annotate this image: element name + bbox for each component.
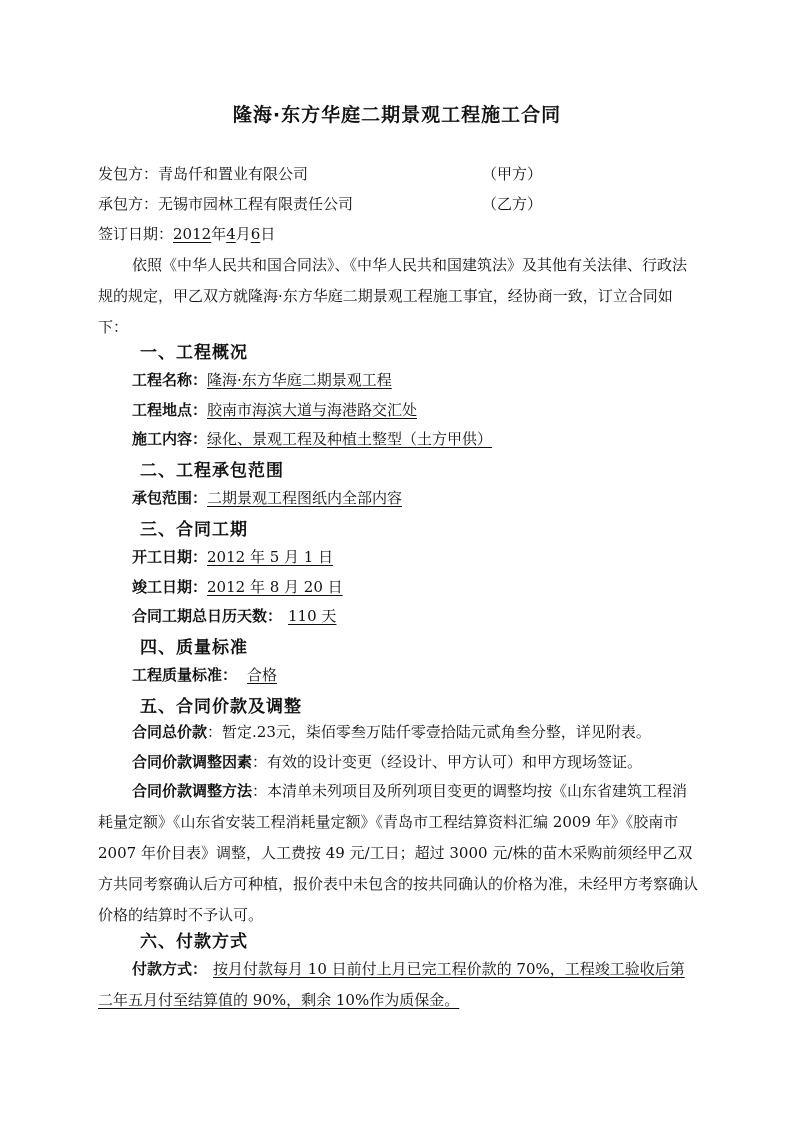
- total-price-label: 合同总价款: [132, 723, 208, 741]
- project-location-line: [132, 400, 417, 420]
- preamble-paragraph: 依照《中华人民共和国合同法》、《中华人民共和国建筑法》及其他有关法律、行政法规的规定，甲乙双方就隆海·东方华庭二期景观工程施工事宜，经协商一致，订立合同如下：: [98, 256, 688, 336]
- total-price-line: [132, 722, 651, 742]
- price-method-label: 合同价款调整方法: [132, 782, 253, 800]
- scope-label: 承包范围：: [132, 489, 208, 507]
- payment-paragraph: [98, 954, 698, 1016]
- total-price-value: ：暂定.23元，柒佰零叁万陆仟零壹拾陆元贰角叁分整，详见附表。: [207, 723, 651, 741]
- construction-content-line: [132, 429, 492, 449]
- employer-name: 青岛仟和置业有限公司: [158, 165, 309, 183]
- section-4-heading: 四、质量标准: [140, 638, 248, 658]
- section-3-heading: 三、合同工期: [140, 520, 248, 540]
- section-1-heading: 一、工程概况: [140, 343, 248, 363]
- employer-line: [98, 164, 308, 184]
- sign-date-label: 签订日期：: [98, 225, 174, 243]
- section-6-heading: 六、付款方式: [140, 932, 248, 952]
- document-title: 隆海·东方华庭二期景观工程施工合同: [232, 104, 562, 126]
- payment-value: 按月付款每月 10 日前付上月已完工程价款的 70%，工程竣工验收后第二年五月付至结算值的 90%，剩余 10%作为质保金。: [98, 960, 685, 1009]
- sign-date-month: 4: [226, 225, 236, 243]
- project-name-value: 隆海·东方华庭二期景观工程: [207, 371, 392, 389]
- sign-date-year: 2012: [173, 225, 212, 243]
- price-method-value: ：本清单未列项目及所列项目变更的调整均按《山东省建筑工程消耗量定额》《山东省安装工程消耗量定额》《青岛市工程结算资料汇编 2009 年》《胶南市 2007 年价目表》调整，人工费按 49 元/工日；超过 3000 元/株的苗木采购前须经甲乙双方共同考察确认后方可种植，报价表中未包含的按共同确认的价格为准，未经甲方考察确认价格的结算时不予认可。: [98, 782, 699, 924]
- project-name-line: [132, 370, 392, 390]
- construction-content-value: 绿化、景观工程及种植土整型（土方甲供）: [207, 430, 493, 448]
- sign-date-day-unit: 日: [260, 225, 276, 243]
- sign-date-year-unit: 年: [211, 225, 227, 243]
- project-location-label: 工程地点：: [132, 401, 208, 419]
- end-date-value: 2012 年 8 月 20 日: [207, 578, 343, 596]
- start-date-value: 2012 年 5 月 1 日: [207, 548, 334, 566]
- price-factor-label: 合同价款调整因素: [132, 753, 253, 771]
- project-name-label: 工程名称：: [132, 371, 208, 389]
- employer-role: （甲方）: [482, 165, 543, 183]
- section-5-heading: 五、合同价款及调整: [140, 697, 302, 717]
- start-date-line: [132, 547, 333, 567]
- contractor-line: [98, 194, 353, 214]
- sign-date-month-unit: 月: [235, 225, 251, 243]
- quality-label: 工程质量标准：: [132, 666, 238, 684]
- price-factor-value: ：有效的设计变更（经设计、甲方认可）和甲方现场签证。: [252, 753, 643, 771]
- price-method-paragraph: [98, 776, 698, 931]
- sign-date-line: [98, 224, 275, 244]
- quality-line: [132, 665, 277, 685]
- employer-label: 发包方：: [98, 165, 159, 183]
- sign-date-day: 6: [250, 225, 261, 243]
- section-2-heading: 二、工程承包范围: [140, 461, 284, 481]
- construction-content-label: 施工内容：: [132, 430, 208, 448]
- quality-value: 合格: [247, 666, 278, 684]
- end-date-label: 竣工日期：: [132, 578, 208, 596]
- total-days-value: 110 天: [288, 607, 337, 625]
- project-location-value: 胶南市海滨大道与海港路交汇处: [207, 401, 418, 419]
- scope-line: [132, 488, 402, 508]
- payment-label: 付款方式：: [132, 960, 208, 978]
- start-date-label: 开工日期：: [132, 548, 208, 566]
- price-factor-line: [132, 752, 642, 772]
- scope-value: 二期景观工程图纸内全部内容: [207, 489, 403, 507]
- contractor-role: （乙方）: [482, 195, 543, 213]
- total-days-line: [132, 606, 336, 626]
- end-date-line: [132, 577, 343, 597]
- contractor-name: 无锡市园林工程有限责任公司: [158, 195, 354, 213]
- contractor-label: 承包方：: [98, 195, 159, 213]
- total-days-label: 合同工期总日历天数：: [132, 607, 283, 625]
